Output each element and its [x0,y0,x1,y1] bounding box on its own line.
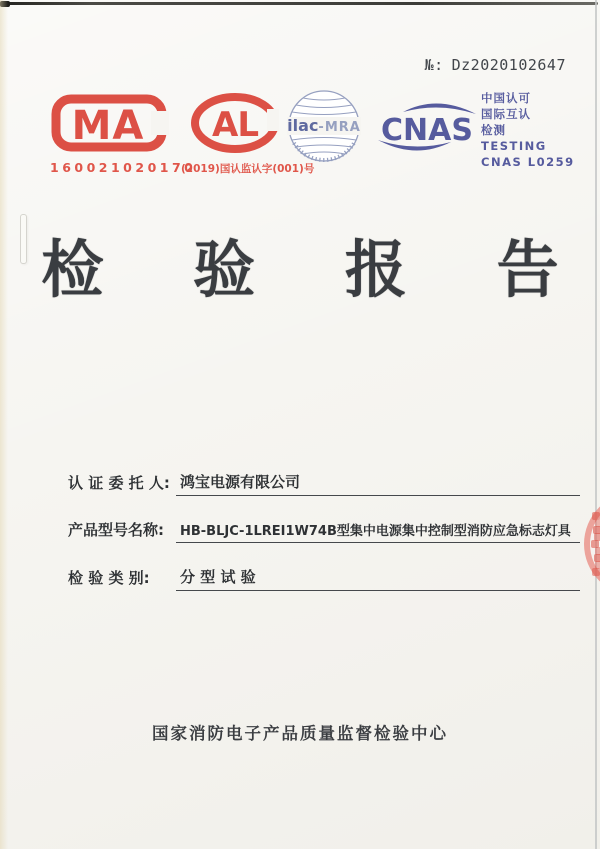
cnas-tagline-line: 中国认可 [481,91,531,105]
ilac-mra-globe-icon [286,88,362,164]
ilac-mra-logo [286,88,362,168]
cma-caption: 160021020170 [50,160,197,175]
red-seal-stamp [584,492,600,596]
cnas-tagline-line: TESTING [481,139,547,153]
scan-edge-top [0,2,598,5]
form-fields [68,471,580,614]
cma-logo [50,94,197,175]
report-number-value: Dz2020102647 [451,56,566,74]
issuing-organization: 国家消防电子产品质量监督检验中心 [152,724,448,743]
ilac-mra-label: ilac-MRA [287,116,361,135]
applicant-value: 鸿宝电源有限公司 [176,471,580,496]
field-row-test-category [68,566,580,591]
cal-caption: (2019)国认监认字(001)号 [181,163,315,175]
product-model-label: 产品型号名称: [68,521,164,539]
test-category-value: 分 型 试 验 [176,566,580,591]
applicant-label: 认 证 委 托 人: [68,474,170,492]
cnas-mark-icon [377,99,477,155]
report-number [425,56,566,74]
field-row-applicant [68,471,580,496]
cnas-tagline-line: CNAS L0259 [481,155,575,169]
cnas-tagline-line: 国际互认 [481,107,531,121]
cal-mark-icon [191,93,279,153]
test-category-label: 检 验 类 别: [68,569,150,587]
report-title: 检 验 报 告 [41,233,593,306]
cma-letters: MA [71,103,145,149]
cnas-tagline-line: 检测 [481,123,506,137]
cal-letters: AL [212,105,258,145]
cnas-logo [377,99,477,159]
cnas-letters: CNAS [381,113,473,148]
cnas-tagline [481,90,591,170]
report-number-label: №: [424,56,444,74]
product-model-value: HB-BLJC-1LREⅠ1W74B型集中电源集中控制型消防应急标志灯具 [176,520,580,543]
cal-logo [181,93,315,176]
field-row-product-model [68,519,580,543]
cma-mark-icon [51,94,169,152]
